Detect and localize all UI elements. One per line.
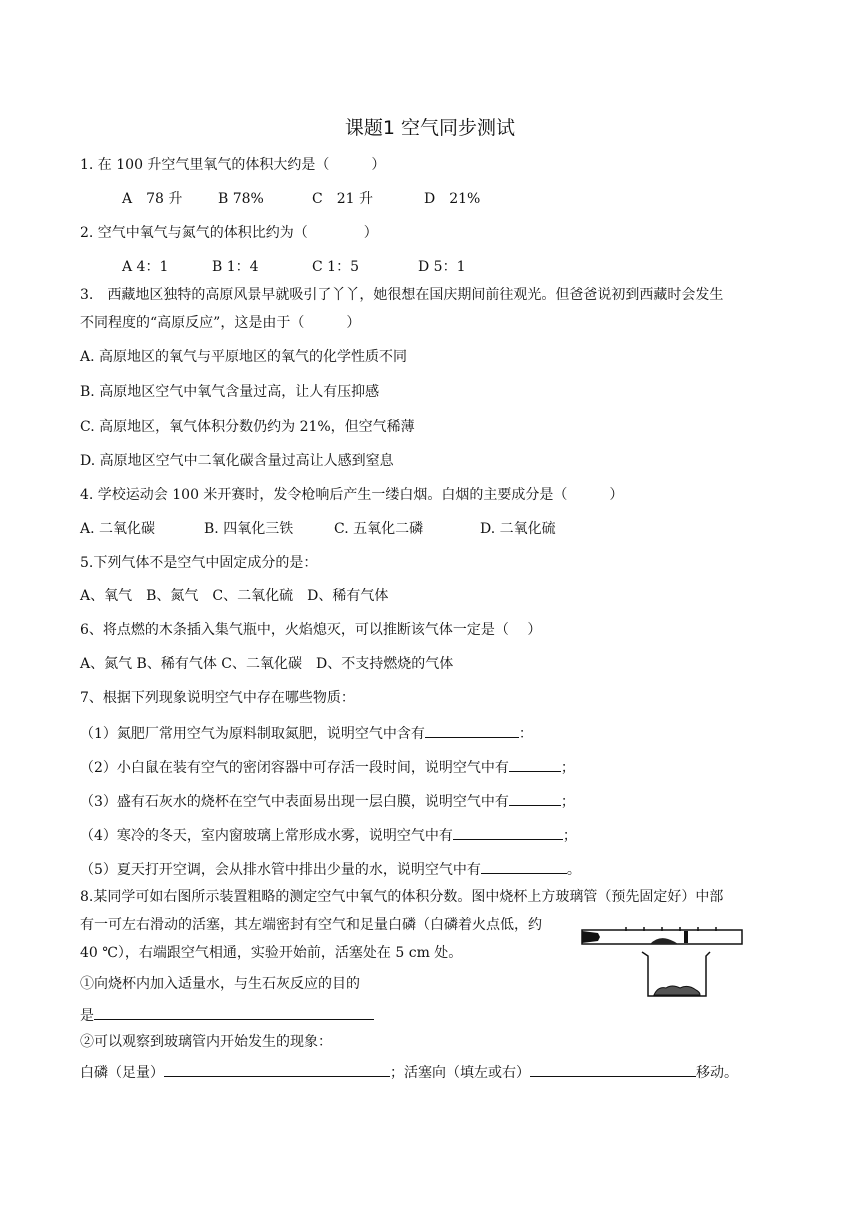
q4-option-b: B. 四氧化三铁 — [204, 521, 294, 537]
q7-blank-5[interactable] — [481, 859, 567, 874]
q7-item-4-text: （4）寒冷的冬天，室内窗玻璃上常形成水雾，说明空气中有 — [80, 828, 453, 844]
question-8-sub1-line1: ①向烧杯内加入适量水，与生石灰反应的目的 — [80, 976, 360, 992]
question-4-options — [80, 520, 556, 538]
q7-item-2 — [80, 757, 575, 777]
q7-blank-3[interactable] — [509, 791, 561, 806]
question-8-line2: 有一可左右滑动的活塞，其左端密封有空气和足量白磷（白磷着火点低，约 — [80, 917, 542, 933]
question-5-stem: 5.下列气体不是空气中固定成分的是： — [80, 555, 318, 571]
q7-item-4 — [80, 825, 577, 845]
question-8-sub2-answers — [80, 1062, 738, 1082]
q7-item-5 — [80, 859, 581, 879]
q2-option-b: B 1：4 — [212, 259, 259, 275]
q7-item-3-end: ； — [560, 794, 575, 810]
q7-blank-1[interactable] — [425, 723, 519, 738]
q7-item-1-text: （1）氮肥厂常用空气为原料制取氮肥，说明空气中含有 — [80, 726, 425, 742]
q7-item-1-end: ： — [518, 726, 533, 742]
question-5-options: A、氧气 B、氮气 C、二氧化硫 D、稀有气体 — [80, 588, 389, 604]
page-title: 课题1 空气同步测试 — [344, 117, 516, 139]
q2-option-d: D 5：1 — [418, 259, 466, 275]
question-2-stem: 2. 空气中氧气与氮气的体积比约为（ ） — [80, 225, 378, 241]
question-6-options: A、氮气 B、稀有气体 C、二氧化碳 D、不支持燃烧的气体 — [80, 656, 454, 672]
q7-item-5-text: （5）夏天打开空调，会从排水管中排出少量的水，说明空气中有 — [80, 862, 481, 878]
q3-option-d: D. 高原地区空气中二氧化碳含量过高让人感到窒息 — [80, 453, 394, 469]
q2-option-a: A 4：1 — [122, 259, 169, 275]
q7-item-5-end: 。 — [566, 862, 581, 878]
apparatus-diagram — [578, 922, 748, 1002]
q8-blank-2[interactable] — [164, 1062, 390, 1077]
question-7-stem: 7、根据下列现象说明空气中存在哪些物质： — [80, 690, 355, 706]
question-3-stem-line2: 不同程度的“高原反应”，这是由于（ ） — [80, 315, 361, 331]
q7-item-2-text: （2）小白鼠在装有空气的密闭容器中可存活一段时间，说明空气中有 — [80, 760, 509, 776]
question-1-stem: 1. 在 100 升空气里氧气的体积大约是（ ） — [80, 157, 386, 173]
q8-sub2-part-c: 移动。 — [696, 1065, 738, 1081]
quicklime — [654, 986, 700, 995]
q7-blank-2[interactable] — [509, 757, 561, 772]
q3-option-a: A. 高原地区的氧气与平原地区的氧气的化学性质不同 — [80, 349, 408, 365]
q7-item-3-text: （3）盛有石灰水的烧杯在空气中表面易出现一层白膜，说明空气中有 — [80, 794, 509, 810]
q1-option-c: C 21 升 — [312, 191, 373, 207]
question-8-line1: 8.某同学可如右图所示装置粗略的测定空气中氧气的体积分数。图中烧杯上方玻璃管（预先固定好）中部 — [80, 889, 724, 905]
question-8-line3: 40 ℃），右端跟空气相通，实验开始前，活塞处在 5 cm 处。 — [80, 945, 463, 961]
question-6-stem: 6、将点燃的木条插入集气瓶中，火焰熄灭，可以推断该气体一定是（ ） — [80, 622, 542, 638]
q3-option-b: B. 高原地区空气中氧气含量过高，让人有压抑感 — [80, 384, 380, 400]
question-4-stem: 4. 学校运动会 100 米开赛时，发令枪响后产生一缕白烟。白烟的主要成分是（ ） — [80, 487, 624, 503]
piston — [684, 931, 688, 943]
question-8-sub2: ②可以观察到玻璃管内开始发生的现象： — [80, 1034, 332, 1050]
q1-option-a: A 78 升 — [122, 191, 183, 207]
q4-option-d: D. 二氧化硫 — [480, 521, 556, 537]
question-8-sub1-line2 — [80, 1005, 374, 1025]
q8-blank-1[interactable] — [94, 1005, 374, 1020]
q4-option-c: C. 五氧化二磷 — [334, 521, 424, 537]
q7-item-3 — [80, 791, 575, 811]
q8-sub2-part-a: 白磷（足量） — [80, 1065, 164, 1081]
q8-sub1-prefix: 是 — [80, 1008, 94, 1024]
q7-item-4-end: ； — [562, 828, 577, 844]
q2-option-c: C 1：5 — [312, 259, 359, 275]
q3-option-c: C. 高原地区，氧气体积分数仍约为 21%，但空气稀薄 — [80, 419, 415, 435]
question-2-options — [122, 258, 466, 276]
q8-blank-3[interactable] — [530, 1062, 696, 1077]
q4-option-a: A. 二氧化碳 — [80, 521, 156, 537]
q7-item-1 — [80, 723, 533, 743]
q8-sub2-part-b: ；活塞向（填左或右） — [390, 1065, 530, 1081]
q1-option-d: D 21% — [424, 191, 481, 207]
q1-option-b: B 78% — [218, 191, 264, 207]
question-3-stem-line1: 3. 西藏地区独特的高原风景早就吸引了丫丫，她很想在国庆期间前往观光。但爸爸说初到西藏时会发生 — [80, 287, 724, 303]
q7-item-2-end: ； — [560, 760, 575, 776]
q7-blank-4[interactable] — [453, 825, 563, 840]
question-1-options — [122, 190, 480, 208]
